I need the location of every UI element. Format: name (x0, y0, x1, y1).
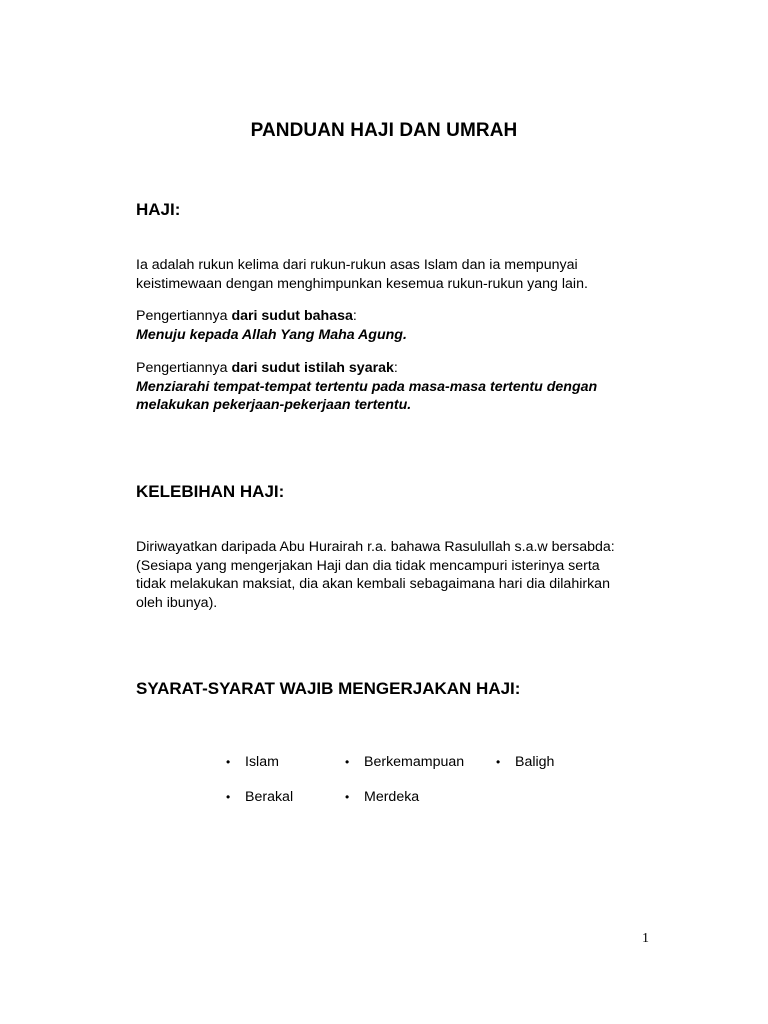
haji-heading: HAJI: (136, 200, 181, 219)
list-item (496, 753, 554, 771)
page-number: 1 (642, 931, 649, 946)
syarak-definition-line-2: melakukan pekerjaan-pekerjaan tertentu. (136, 397, 412, 413)
syarat-item-label: Berkemampuan (364, 754, 465, 770)
bullet-icon: • (496, 755, 501, 769)
syarak-term: dari sudut istilah syarak (231, 360, 394, 376)
syarak-prefix: Pengertiannya (136, 360, 232, 376)
list-item (345, 753, 464, 771)
syarak-definition-line-1: Menziarahi tempat-tempat tertentu pada masa-masa tertentu dengan (136, 378, 598, 395)
bahasa-prefix: Pengertiannya (136, 308, 232, 324)
haji-intro-line-2: keistimewaan dengan menghimpunkan kesemua rukun-rukun yang lain. (136, 275, 588, 292)
bahasa-definition-text: Menuju kepada Allah Yang Maha Agung. (136, 326, 407, 343)
bullet-icon: • (345, 755, 350, 769)
kelebihan-heading: KELEBIHAN HAJI: (136, 482, 285, 501)
syarat-item-label: Islam (245, 754, 279, 770)
bullet-icon: • (345, 790, 350, 804)
haji-bahasa-definition (136, 307, 656, 344)
haji-intro (136, 256, 656, 293)
kelebihan-line-4: oleh ibunya). (136, 594, 218, 611)
syarak-label-line (136, 359, 656, 378)
document-title: PANDUAN HAJI DAN UMRAH (250, 120, 518, 141)
kelebihan-line-1: Diriwayatkan daripada Abu Hurairah r.a. bahawa Rasulullah s.a.w bersabda: (136, 539, 615, 555)
bahasa-suffix: : (352, 308, 357, 324)
haji-syarak-definition (136, 359, 656, 415)
kelebihan-line-3: tidak melakukan maksiat, dia akan kembali sebagaimana hari dia dilahirkan (136, 576, 610, 592)
syarat-heading: SYARAT-SYARAT WAJIB MENGERJAKAN HAJI: (136, 679, 521, 698)
list-item (226, 788, 293, 806)
syarat-item-label: Merdeka (364, 789, 420, 805)
haji-intro-line-1: Ia adalah rukun kelima dari rukun-rukun asas Islam dan ia mempunyai (136, 257, 578, 273)
kelebihan-line-2: (Sesiapa yang mengerjakan Haji dan dia tidak mencampuri isterinya serta (136, 557, 600, 574)
bullet-icon: • (226, 755, 231, 769)
bahasa-term: dari sudut bahasa (231, 308, 353, 324)
syarak-suffix: : (393, 360, 398, 376)
list-item (226, 753, 279, 771)
bullet-icon: • (226, 790, 231, 804)
list-item (345, 788, 419, 806)
bahasa-label-line (136, 307, 656, 326)
kelebihan-text (136, 538, 676, 612)
syarat-item-label: Berakal (245, 789, 294, 805)
syarat-item-label: Baligh (515, 754, 555, 770)
